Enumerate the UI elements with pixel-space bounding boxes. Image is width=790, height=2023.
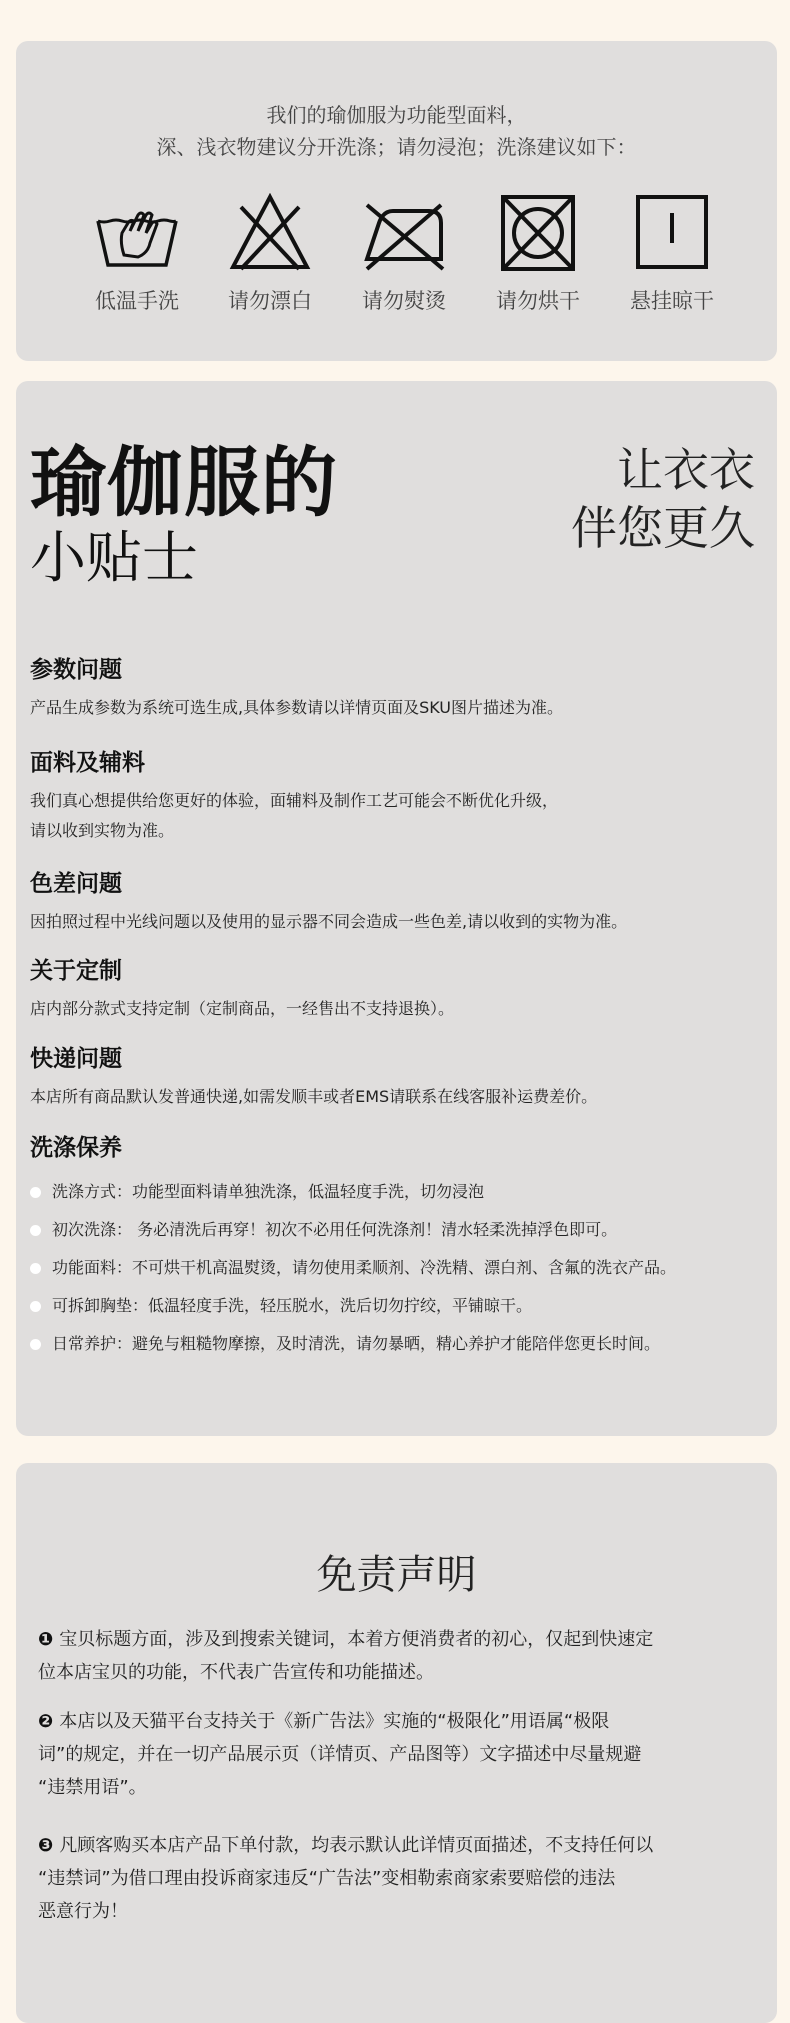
section-text: 本店所有商品默认发普通快递,如需发顺丰或者EMS请联系在线客服补运费差价。 xyxy=(30,1087,598,1106)
no-iron-icon xyxy=(361,193,447,273)
hang-dry-icon xyxy=(629,193,715,273)
care-symbol-hang-dry xyxy=(607,193,737,315)
disclaimer-title: 免责声明 xyxy=(316,1552,477,1598)
washing-guide-card xyxy=(16,41,777,361)
section-heading: 关于定制 xyxy=(30,958,122,984)
disclaimer-text-line-2: 词”的规定，并在一切产品展示页（详情页、产品图等）文字描述中尽量规避 xyxy=(38,1744,642,1765)
section-text: 产品生成参数为系统可选生成,具体参数请以详情页面及SKU图片描述为准。 xyxy=(30,698,564,717)
disclaimer-text-line-1: 宝贝标题方面，涉及到搜索关键词，本着方便消费者的初心，仅起到快速定 xyxy=(59,1629,654,1650)
disclaimer-item-2 xyxy=(38,1705,758,1804)
list-item: 初次洗涤： 务必清洗后再穿！初次不必用任何洗涤剂！清水轻柔洗掉浮色即可。 xyxy=(30,1211,760,1249)
disclaimer-text-line-1: 本店以及天猫平台支持关于《新广告法》实施的“极限化”用语属“极限 xyxy=(59,1711,610,1732)
tips-slogan xyxy=(571,441,755,557)
section-care xyxy=(30,1133,760,1363)
care-label-hand-wash: 低温手洗 xyxy=(95,289,179,313)
section-heading: 参数问题 xyxy=(30,657,122,683)
disclaimer-text-line-3: “违禁用语”。 xyxy=(38,1777,147,1798)
no-bleach-icon xyxy=(227,193,313,273)
list-item: 功能面料：不可烘干机高温熨烫，请勿使用柔顺剂、冷洗精、漂白剂、含氟的洗衣产品。 xyxy=(30,1249,760,1287)
tips-card xyxy=(16,381,777,1436)
disclaimer-text-line-2: 位本店宝贝的功能，不代表广告宣传和功能描述。 xyxy=(38,1662,434,1683)
tips-subtitle: 小贴士 xyxy=(30,526,198,591)
care-label-no-bleach: 请勿漂白 xyxy=(228,289,312,313)
list-item: 洗涤方式：功能型面料请单独洗涤，低温轻度手洗，切勿浸泡 xyxy=(30,1173,760,1211)
washing-icons-row xyxy=(16,193,777,343)
disclaimer-number: ❶ xyxy=(38,1629,54,1650)
list-item: 日常养护：避免与粗糙物摩擦，及时清洗，请勿暴晒，精心养护才能陪伴您更长时间。 xyxy=(30,1325,760,1363)
bullet-dot-icon xyxy=(30,1263,41,1274)
bullet-dot-icon xyxy=(30,1301,41,1312)
tips-slogan-line-1: 让衣衣 xyxy=(617,443,755,497)
section-heading: 面料及辅料 xyxy=(30,750,145,776)
care-label-no-tumble-dry: 请勿烘干 xyxy=(496,289,580,313)
section-heading: 快递问题 xyxy=(30,1046,122,1072)
bullet-dot-icon xyxy=(30,1225,41,1236)
section-text-line-2: 请以收到实物为准。 xyxy=(30,821,175,840)
section-fabric xyxy=(30,748,760,846)
disclaimer-text-line-2: “违禁词”为借口理由投诉商家违反“广告法”变相勒索商家索要赔偿的违法 xyxy=(38,1868,616,1889)
disclaimer-text-line-3: 恶意行为！ xyxy=(38,1901,128,1922)
disclaimer-number: ❷ xyxy=(38,1711,54,1732)
bullet-dot-icon xyxy=(30,1339,41,1350)
care-symbol-no-iron xyxy=(339,193,469,315)
section-customization xyxy=(30,956,760,1024)
section-text: 店内部分款式支持定制（定制商品，一经售出不支持退换）。 xyxy=(30,999,455,1018)
washing-intro-line-1: 我们的瑜伽服为功能型面料， xyxy=(266,103,527,127)
bullet-dot-icon xyxy=(30,1187,41,1198)
list-item: 可拆卸胸垫：低温轻度手洗，轻压脱水，洗后切勿拧绞，平铺晾干。 xyxy=(30,1287,760,1325)
care-symbol-hand-wash xyxy=(72,193,202,315)
section-text xyxy=(30,786,760,846)
washing-intro-line-2: 深、浅衣物建议分开洗涤；请勿浸泡；洗涤建议如下： xyxy=(156,135,637,159)
section-heading: 洗涤保养 xyxy=(30,1135,122,1161)
tips-slogan-line-2: 伴您更久 xyxy=(571,501,755,555)
disclaimer-item-3 xyxy=(38,1829,758,1928)
section-parameters xyxy=(30,655,760,723)
care-symbol-no-tumble-dry xyxy=(473,193,603,315)
tips-title: 瑜伽服的 xyxy=(30,438,338,527)
section-text-line-1: 我们真心想提供给您更好的体验，面辅料及制作工艺可能会不断优化升级， xyxy=(30,791,559,810)
section-shipping xyxy=(30,1044,760,1112)
care-label-no-iron: 请勿熨烫 xyxy=(362,289,446,313)
care-list xyxy=(30,1173,760,1363)
washing-intro xyxy=(16,99,777,163)
care-label-hang-dry: 悬挂晾干 xyxy=(630,289,714,313)
section-text: 因拍照过程中光线问题以及使用的显示器不同会造成一些色差,请以收到的实物为准。 xyxy=(30,912,628,931)
no-tumble-dry-icon xyxy=(495,193,581,273)
disclaimer-text-line-1: 凡顾客购买本店产品下单付款，均表示默认此详情页面描述，不支持任何以 xyxy=(59,1835,654,1856)
disclaimer-number: ❸ xyxy=(38,1835,54,1856)
hand-wash-icon xyxy=(94,193,180,273)
disclaimer-card xyxy=(16,1463,777,2023)
section-heading: 色差问题 xyxy=(30,871,122,897)
disclaimer-item-1 xyxy=(38,1623,758,1689)
care-symbol-no-bleach xyxy=(205,193,335,315)
section-color-difference xyxy=(30,869,760,937)
